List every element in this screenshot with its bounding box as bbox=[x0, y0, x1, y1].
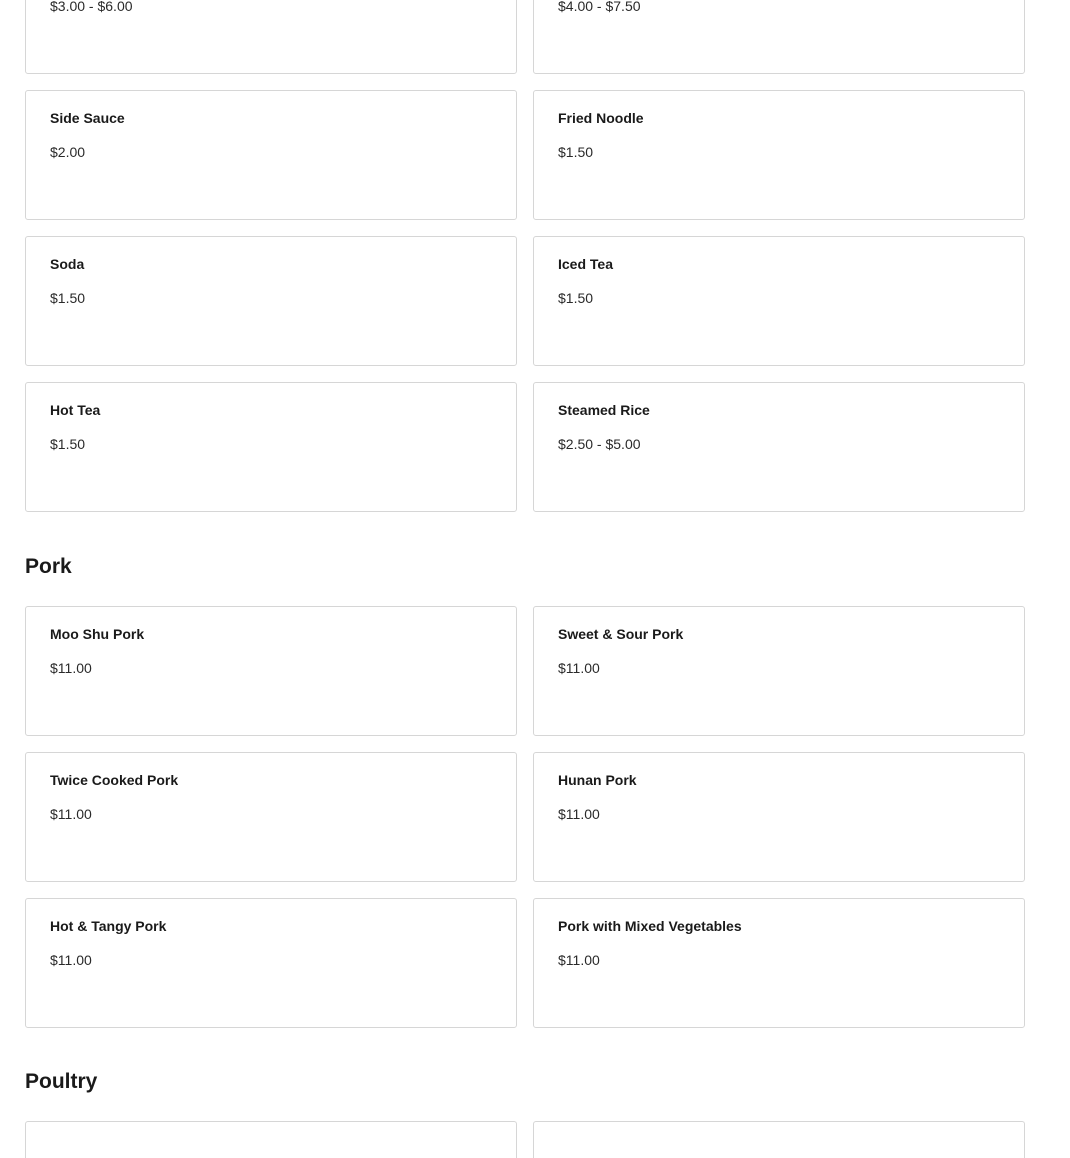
menu-item-price: $2.00 bbox=[50, 144, 86, 160]
section-title-pork: Pork bbox=[25, 555, 72, 578]
menu-grid-top bbox=[25, 0, 1025, 512]
menu-item-name: Twice Cooked Pork bbox=[50, 772, 179, 788]
menu-item-price: $11.00 bbox=[50, 806, 92, 822]
menu-item-name bbox=[50, 1140, 492, 1158]
menu-item-price: $4.00 - $7.50 bbox=[558, 0, 641, 14]
menu-item-card[interactable] bbox=[25, 1121, 517, 1158]
menu-grid-poultry bbox=[25, 1121, 1025, 1158]
menu-item-name: Moo Shu Pork bbox=[50, 626, 145, 642]
menu-item-hunan-pork[interactable] bbox=[533, 752, 1025, 882]
menu-item-price: $11.00 bbox=[50, 952, 92, 968]
menu-item-name: Hot & Tangy Pork bbox=[50, 918, 167, 934]
menu-item-price: $1.50 bbox=[50, 436, 86, 452]
section-title-poultry: Poultry bbox=[25, 1070, 98, 1093]
menu-item-name: Hot Tea bbox=[50, 402, 101, 418]
menu-item-price: $1.50 bbox=[558, 290, 594, 306]
menu-item-card[interactable] bbox=[25, 0, 517, 74]
menu-item-sweet-sour-pork[interactable] bbox=[533, 606, 1025, 736]
menu-item-price: $11.00 bbox=[558, 952, 600, 968]
menu-item-name: Fried Noodle bbox=[558, 110, 644, 126]
menu-item-price: $3.00 - $6.00 bbox=[50, 0, 133, 14]
menu-item-hot-tea[interactable] bbox=[25, 382, 517, 512]
menu-item-price: $11.00 bbox=[558, 806, 600, 822]
menu-item-moo-shu-pork[interactable] bbox=[25, 606, 517, 736]
menu-item-name bbox=[558, 1140, 1000, 1158]
menu-item-fried-noodle[interactable] bbox=[533, 90, 1025, 220]
menu-item-twice-cooked-pork[interactable] bbox=[25, 752, 517, 882]
menu-item-price: $1.50 bbox=[558, 144, 594, 160]
menu-item-card[interactable] bbox=[533, 1121, 1025, 1158]
menu-grid-pork bbox=[25, 606, 1025, 1028]
menu-item-name: Hunan Pork bbox=[558, 772, 637, 788]
menu-item-price: $11.00 bbox=[50, 660, 92, 676]
menu-item-price: $1.50 bbox=[50, 290, 86, 306]
menu-item-pork-mixed-vegetables[interactable] bbox=[533, 898, 1025, 1028]
menu-item-card[interactable] bbox=[533, 0, 1025, 74]
menu-item-name: Soda bbox=[50, 256, 85, 272]
menu-item-name: Sweet & Sour Pork bbox=[558, 626, 684, 642]
menu-item-name: Steamed Rice bbox=[558, 402, 650, 418]
menu-item-steamed-rice[interactable] bbox=[533, 382, 1025, 512]
menu-item-soda[interactable] bbox=[25, 236, 517, 366]
menu-item-price: $11.00 bbox=[558, 660, 600, 676]
menu-item-iced-tea[interactable] bbox=[533, 236, 1025, 366]
menu-item-name: Iced Tea bbox=[558, 256, 613, 272]
menu-item-side-sauce[interactable] bbox=[25, 90, 517, 220]
menu-item-name: Pork with Mixed Vegetables bbox=[558, 918, 742, 934]
menu-item-price: $2.50 - $5.00 bbox=[558, 436, 641, 452]
menu-item-name: Side Sauce bbox=[50, 110, 125, 126]
menu-item-hot-tangy-pork[interactable] bbox=[25, 898, 517, 1028]
